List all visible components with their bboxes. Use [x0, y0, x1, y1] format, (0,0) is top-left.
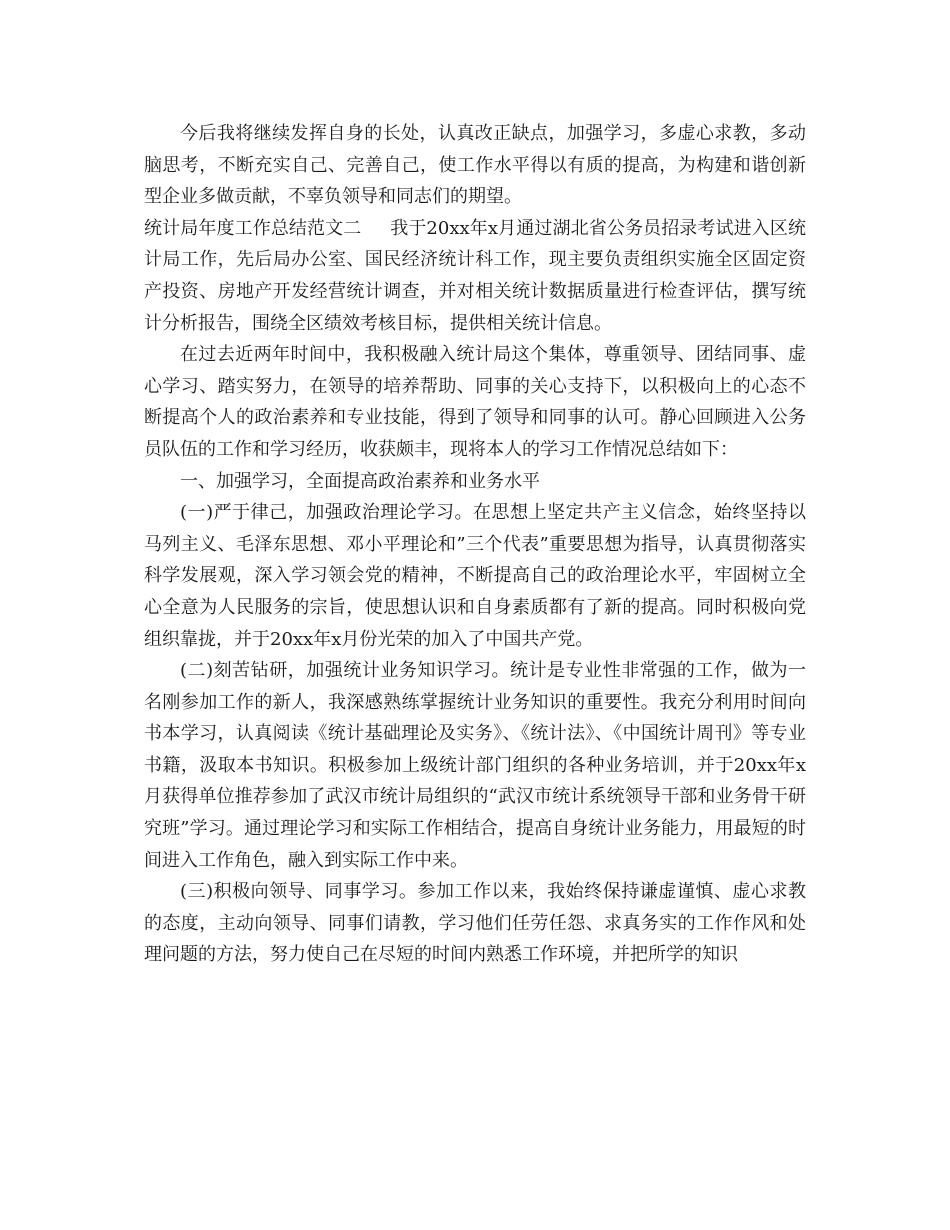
paragraph-review: 在过去近两年时间中，我积极融入统计局这个集体，尊重领导、团结同事、虚心学习、踏实努力，在领导的培养帮助、同事的关心支持下，以积极向上的心态不断提高个人的政治素养和专业技能，得到了领导和同事的认可。静心回顾进入公务员队伍的工作和学习经历，收获颇丰，现将本人的学习工作情况总结如下：	[144, 344, 806, 460]
paragraph-learn-from-colleagues: (三)积极向领导、同事学习。参加工作以来，我始终保持谦虚谨慎、虚心求教的态度，主动向领导、同事们请教，学习他们任劳任怨、求真务实的工作作风和处理问题的方法，努力使自己在尽短的时间内熟悉工作环境，并把所学的知识	[144, 881, 806, 966]
section-heading-learning: 一、加强学习，全面提高政治素养和业务水平	[180, 470, 540, 492]
paragraph-political-study: (一)严于律己，加强政治理论学习。在思想上坚定共产主义信念，始终坚持以马列主义、毛泽东思想、邓小平理论和”三个代表”重要思想为指导，认真贯彻落实科学发展观，深入学习领会党的精神，不断提高自己的政治理论水平，牢固树立全心全意为人民服务的宗旨，使思想认识和自身素质都有了新的提高。同时积极向党组织靠拢，并于20xx年x月份光荣的加入了中国共产党。	[144, 502, 806, 650]
section-title: 统计局年度工作总结范文二	[144, 217, 362, 239]
paragraph-section-two-intro	[144, 213, 806, 339]
paragraph-closing-remarks: 今后我将继续发挥自身的长处，认真改正缺点，加强学习，多虚心求教，多动脑思考，不断充实自己、完善自己，使工作水平得以有质的提高，为构建和谐创新型企业多做贡献，不辜负领导和同志们的期望。	[144, 123, 806, 208]
document-body	[144, 118, 806, 971]
paragraph-professional-study: (二)刻苦钻研，加强统计业务知识学习。统计是专业性非常强的工作，做为一名刚参加工作的新人，我深感熟练掌握统计业务知识的重要性。我充分利用时间向书本学习，认真阅读《统计基础理论及实务》、《统计法》、《中国统计周刊》等专业书籍，汲取本书知识。积极参加上级统计部门组织的各种业务培训，并于20xx年x月获得单位推荐参加了武汉市统计局组织的“武汉市统计系统领导干部和业务骨干研究班”学习。通过理论学习和实际工作相结合，提高自身统计业务能力，用最短的时间进入工作角色，融入到实际工作中来。	[144, 660, 806, 871]
paragraph-text: 我于20xx年x月通过湖北省公务员招录考试进入区统计局工作，先后局办公室、国民经济统计科工作，现主要负责组织实施全区固定资产投资、房地产开发经营统计调查，并对相关统计数据质量进行检查评估，撰写统计分析报告，围绕全区绩效考核目标，提供相关统计信息。	[144, 217, 807, 334]
